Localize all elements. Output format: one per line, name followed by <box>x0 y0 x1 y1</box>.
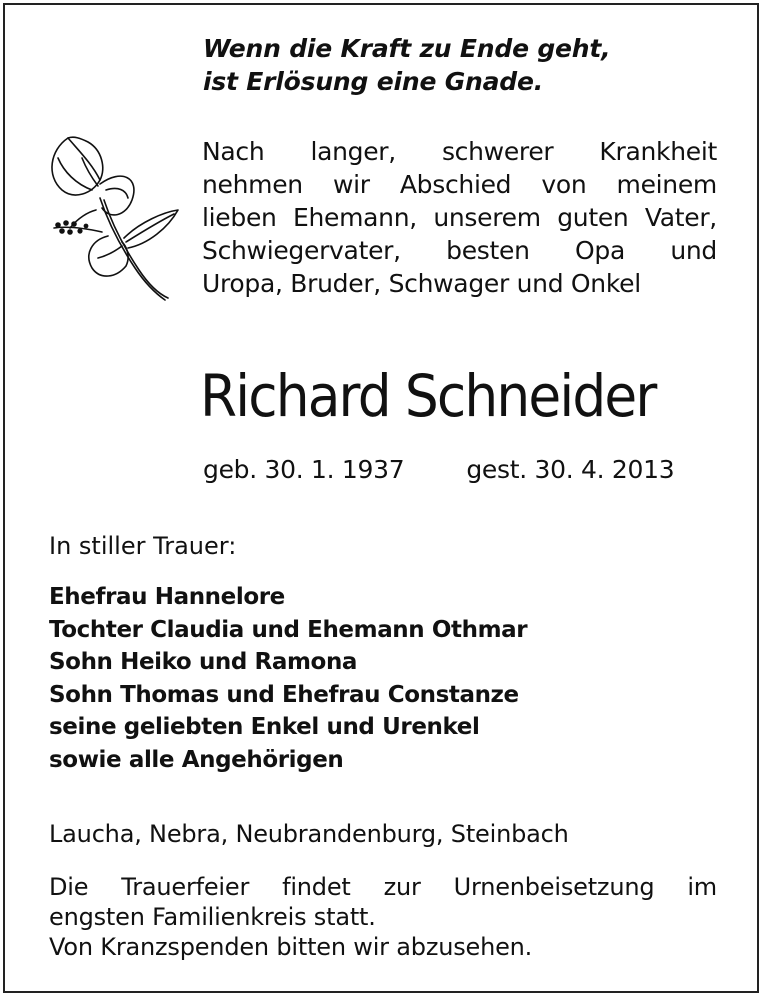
word: lieben <box>202 203 277 232</box>
word: unserem <box>433 203 541 232</box>
word: von <box>541 170 587 199</box>
intro-line <box>202 135 717 168</box>
word: Ehemann, <box>292 203 417 232</box>
intro-line <box>202 234 717 267</box>
family-member: sowie alle Angehörigen <box>49 746 344 773</box>
family-list <box>49 581 527 776</box>
word: Nach <box>202 137 265 166</box>
intro-text <box>202 135 717 300</box>
word: Trauerfeier <box>121 873 250 901</box>
motto-line: ist Erlösung eine Gnade. <box>203 67 544 96</box>
motto-line: Wenn die Kraft zu Ende geht, <box>203 34 611 63</box>
word: meinem <box>616 170 717 199</box>
word: Krankheit <box>599 137 717 166</box>
notice-line: Von Kranzspenden bitten wir abzusehen. <box>49 933 533 961</box>
calla-lily-icon <box>40 128 190 308</box>
word: im <box>687 873 717 901</box>
funeral-notice <box>49 872 717 962</box>
death-date: gest. 30. 4. 2013 <box>466 455 675 484</box>
family-member: Sohn Heiko und Ramona <box>49 649 358 675</box>
word: nehmen <box>202 170 303 199</box>
word: guten <box>557 203 629 232</box>
notice-line: engsten Familienkreis statt. <box>49 903 376 931</box>
family-member: seine geliebten Enkel und Urenkel <box>49 714 480 740</box>
birth-date: geb. 30. 1. 1937 <box>203 455 405 484</box>
word: Abschied <box>399 170 512 199</box>
word: Vater, <box>644 203 717 232</box>
word: zur <box>383 873 421 901</box>
word: besten <box>446 236 530 265</box>
life-dates <box>203 453 674 487</box>
word: wir <box>332 170 370 199</box>
notice-line <box>49 872 717 902</box>
family-member: Sohn Thomas und Ehefrau Constanze <box>49 681 519 708</box>
word: Urnenbeisetzung <box>453 873 655 901</box>
motto <box>203 32 610 98</box>
intro-line <box>202 267 717 300</box>
places: Laucha, Nebra, Neubrandenburg, Steinbach <box>49 820 569 848</box>
word: findet <box>282 873 351 901</box>
intro-line <box>202 201 717 234</box>
word: schwerer <box>441 137 554 166</box>
word: langer, <box>310 137 396 166</box>
mourning-label: In stiller Trauer: <box>49 532 237 560</box>
word: Die <box>49 873 89 901</box>
intro-last-line: Uropa, Bruder, Schwager und Onkel <box>202 269 641 298</box>
word: Opa <box>575 236 625 265</box>
family-member: Ehefrau Hannelore <box>49 584 285 610</box>
intro-line <box>202 168 717 201</box>
word: und <box>670 236 717 265</box>
deceased-name: Richard Schneider <box>200 362 656 430</box>
word: Schwiegervater, <box>202 236 401 265</box>
family-member: Tochter Claudia und Ehemann Othmar <box>49 616 528 643</box>
